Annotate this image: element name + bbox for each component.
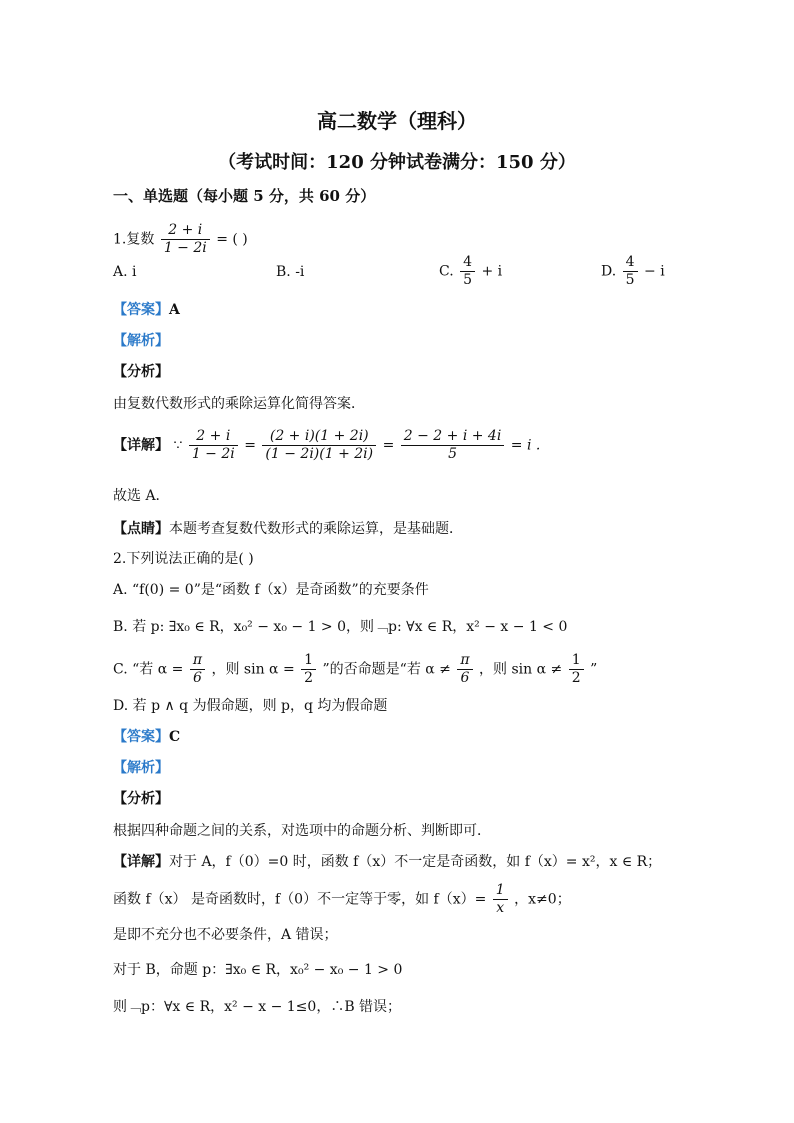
q1-detail-frac2	[262, 428, 376, 463]
q2-detail-2-frac	[493, 882, 508, 917]
section-heading: 一、单选题（每小题 5 分，共 60 分）	[113, 187, 376, 205]
q1-option-d-fraction	[623, 254, 638, 289]
q2-option-c-frac4	[569, 652, 584, 687]
q1-fenxi-text: 由复数代数形式的乘除运算化简得答案．	[113, 396, 365, 412]
q1-answer-tag: 【答案】	[113, 302, 169, 318]
q2-fenxi-text: 根据四种命题之间的关系，对选项中的命题分析、判断即可．	[113, 823, 491, 839]
q2-answer-tag: 【答案】	[113, 729, 169, 745]
q2-detail-5: 则﹁p：∀x ∈ R，x² − x − 1≤0，∴B 错误；	[113, 999, 402, 1015]
q1-option-c	[439, 254, 502, 289]
q2-answer	[113, 727, 180, 747]
q1-option-c-tail: + i	[481, 263, 503, 280]
q2-option-c-frac3	[457, 652, 472, 687]
q2-option-d: D. 若 p ∧ q 为假命题，则 p，q 均为假命题	[113, 698, 388, 714]
q1-detail-frac2-num: (2 + i)(1 + 2i)	[262, 428, 376, 446]
q1-detail-frac1-num: 2 + i	[189, 428, 238, 446]
q1-frac-den: 1 − 2i	[163, 240, 207, 256]
q1-detail-frac1	[189, 428, 238, 463]
q2-detail-2-frac-den: x	[496, 900, 505, 916]
q2-option-c-frac2-den: 2	[304, 670, 314, 686]
q2-option-c-frac3-den: 6	[460, 670, 470, 686]
q1-option-d-den: 5	[625, 272, 635, 288]
q2-detail-tag: 【详解】	[113, 854, 169, 870]
q1-prefix: 1.复数	[113, 231, 155, 248]
q2-detail-1	[113, 852, 661, 872]
q2-option-c-end: ”	[590, 661, 598, 678]
q1-option-c-fraction	[460, 254, 475, 289]
q2-option-c-mid3: ，则 sin α ≠	[479, 661, 563, 678]
q2-option-c-frac3-num: π	[457, 652, 472, 670]
q1-analysis-tag	[113, 331, 169, 351]
q2-analysis-label: 【解析】	[113, 760, 169, 776]
q1-dianjing-text: 本题考查复数代数形式的乘除运算，是基础题．	[169, 521, 463, 537]
q1-dianjing-tag: 【点睛】	[113, 521, 169, 537]
q2-detail-2-pre: 函数 f（x） 是奇函数时，f（0）不一定等于零，如 f（x）=	[113, 891, 487, 908]
q2-option-c-frac2	[301, 652, 316, 687]
q1-detail	[113, 428, 540, 463]
q1-detail-tag: 【详解】	[113, 437, 169, 454]
q1-option-d	[601, 254, 665, 289]
q2-detail-1-text: 对于 A，f（0）=0 时，函数 f（x）不一定是奇函数，如 f（x）= x²，x ∈ R；	[169, 854, 662, 870]
q1-option-c-label: C.	[439, 263, 454, 280]
q2-option-c-frac2-num: 1	[301, 652, 316, 670]
q1-fraction	[161, 222, 210, 257]
q1-detail-end: = i .	[510, 437, 541, 454]
q1-choose: 故选 A．	[113, 488, 170, 504]
q2-option-b: B. 若 p: ∃x₀ ∈ R，x₀² − x₀ − 1 > 0，则﹁p: ∀x ∈ R，x² − x − 1 < 0	[113, 619, 568, 635]
q1-fenxi-tag: 【分析】	[113, 364, 169, 380]
q2-option-a: A. “f(0) = 0”是“函数 f（x）是奇函数”的充要条件	[113, 582, 429, 598]
q2-option-c-frac4-den: 2	[571, 670, 581, 686]
q2-detail-2	[113, 882, 571, 917]
q1-option-a: A. i	[113, 264, 137, 280]
q1-detail-frac3-num: 2 − 2 + i + 4i	[401, 428, 505, 446]
q2-analysis-tag	[113, 758, 169, 778]
q1-option-b: B. -i	[276, 264, 305, 280]
q1-stem	[113, 222, 248, 257]
q1-detail-frac2-den: (1 − 2i)(1 + 2i)	[265, 446, 374, 462]
q2-option-c-frac1	[190, 652, 205, 687]
q1-option-c-num: 4	[460, 254, 475, 272]
q1-detail-eq1: =	[244, 437, 256, 454]
page-title: 高二数学（理科）	[317, 109, 477, 133]
q2-option-c-frac4-num: 1	[569, 652, 584, 670]
q1-answer	[113, 300, 180, 320]
q1-detail-frac1-den: 1 − 2i	[191, 446, 235, 462]
q2-fenxi-tag: 【分析】	[113, 791, 169, 807]
q1-suffix: = ( )	[216, 231, 248, 248]
q2-detail-2-end: ，x≠0；	[514, 891, 571, 908]
q1-detail-frac3	[401, 428, 505, 463]
q2-detail-4: 对于 B，命题 p：∃x₀ ∈ R，x₀² − x₀ − 1 > 0	[113, 962, 403, 978]
q1-dianjing	[113, 519, 463, 539]
q1-option-d-label: D.	[601, 263, 617, 280]
q2-answer-value: C	[169, 729, 181, 745]
q1-frac-num: 2 + i	[161, 222, 210, 240]
q2-option-c-mid2: ”的否命题是“若 α ≠	[322, 661, 451, 678]
q1-detail-eq2: =	[382, 437, 395, 454]
q1-analysis-label: 【解析】	[113, 333, 169, 349]
q2-detail-3: 是即不充分也不必要条件，A 错误；	[113, 927, 338, 943]
q1-option-d-tail: − i	[644, 263, 665, 280]
q2-option-c-frac1-den: 6	[192, 670, 202, 686]
q2-option-c-frac1-num: π	[190, 652, 205, 670]
q2-option-c-pre: C. “若 α =	[113, 661, 184, 678]
q1-option-d-num: 4	[623, 254, 638, 272]
q1-detail-frac3-den: 5	[448, 446, 457, 462]
q2-detail-2-frac-num: 1	[493, 882, 508, 900]
q2-option-c-mid1: ，则 sin α =	[211, 661, 295, 678]
q2-option-c	[113, 652, 597, 687]
page-subtitle: （考试时间：120 分钟试卷满分：150 分）	[218, 152, 576, 173]
q2-stem: 2.下列说法正确的是( )	[113, 551, 254, 567]
q1-answer-value: A	[169, 302, 180, 318]
q1-option-c-den: 5	[463, 272, 473, 288]
q1-detail-because: ∵	[173, 437, 183, 454]
